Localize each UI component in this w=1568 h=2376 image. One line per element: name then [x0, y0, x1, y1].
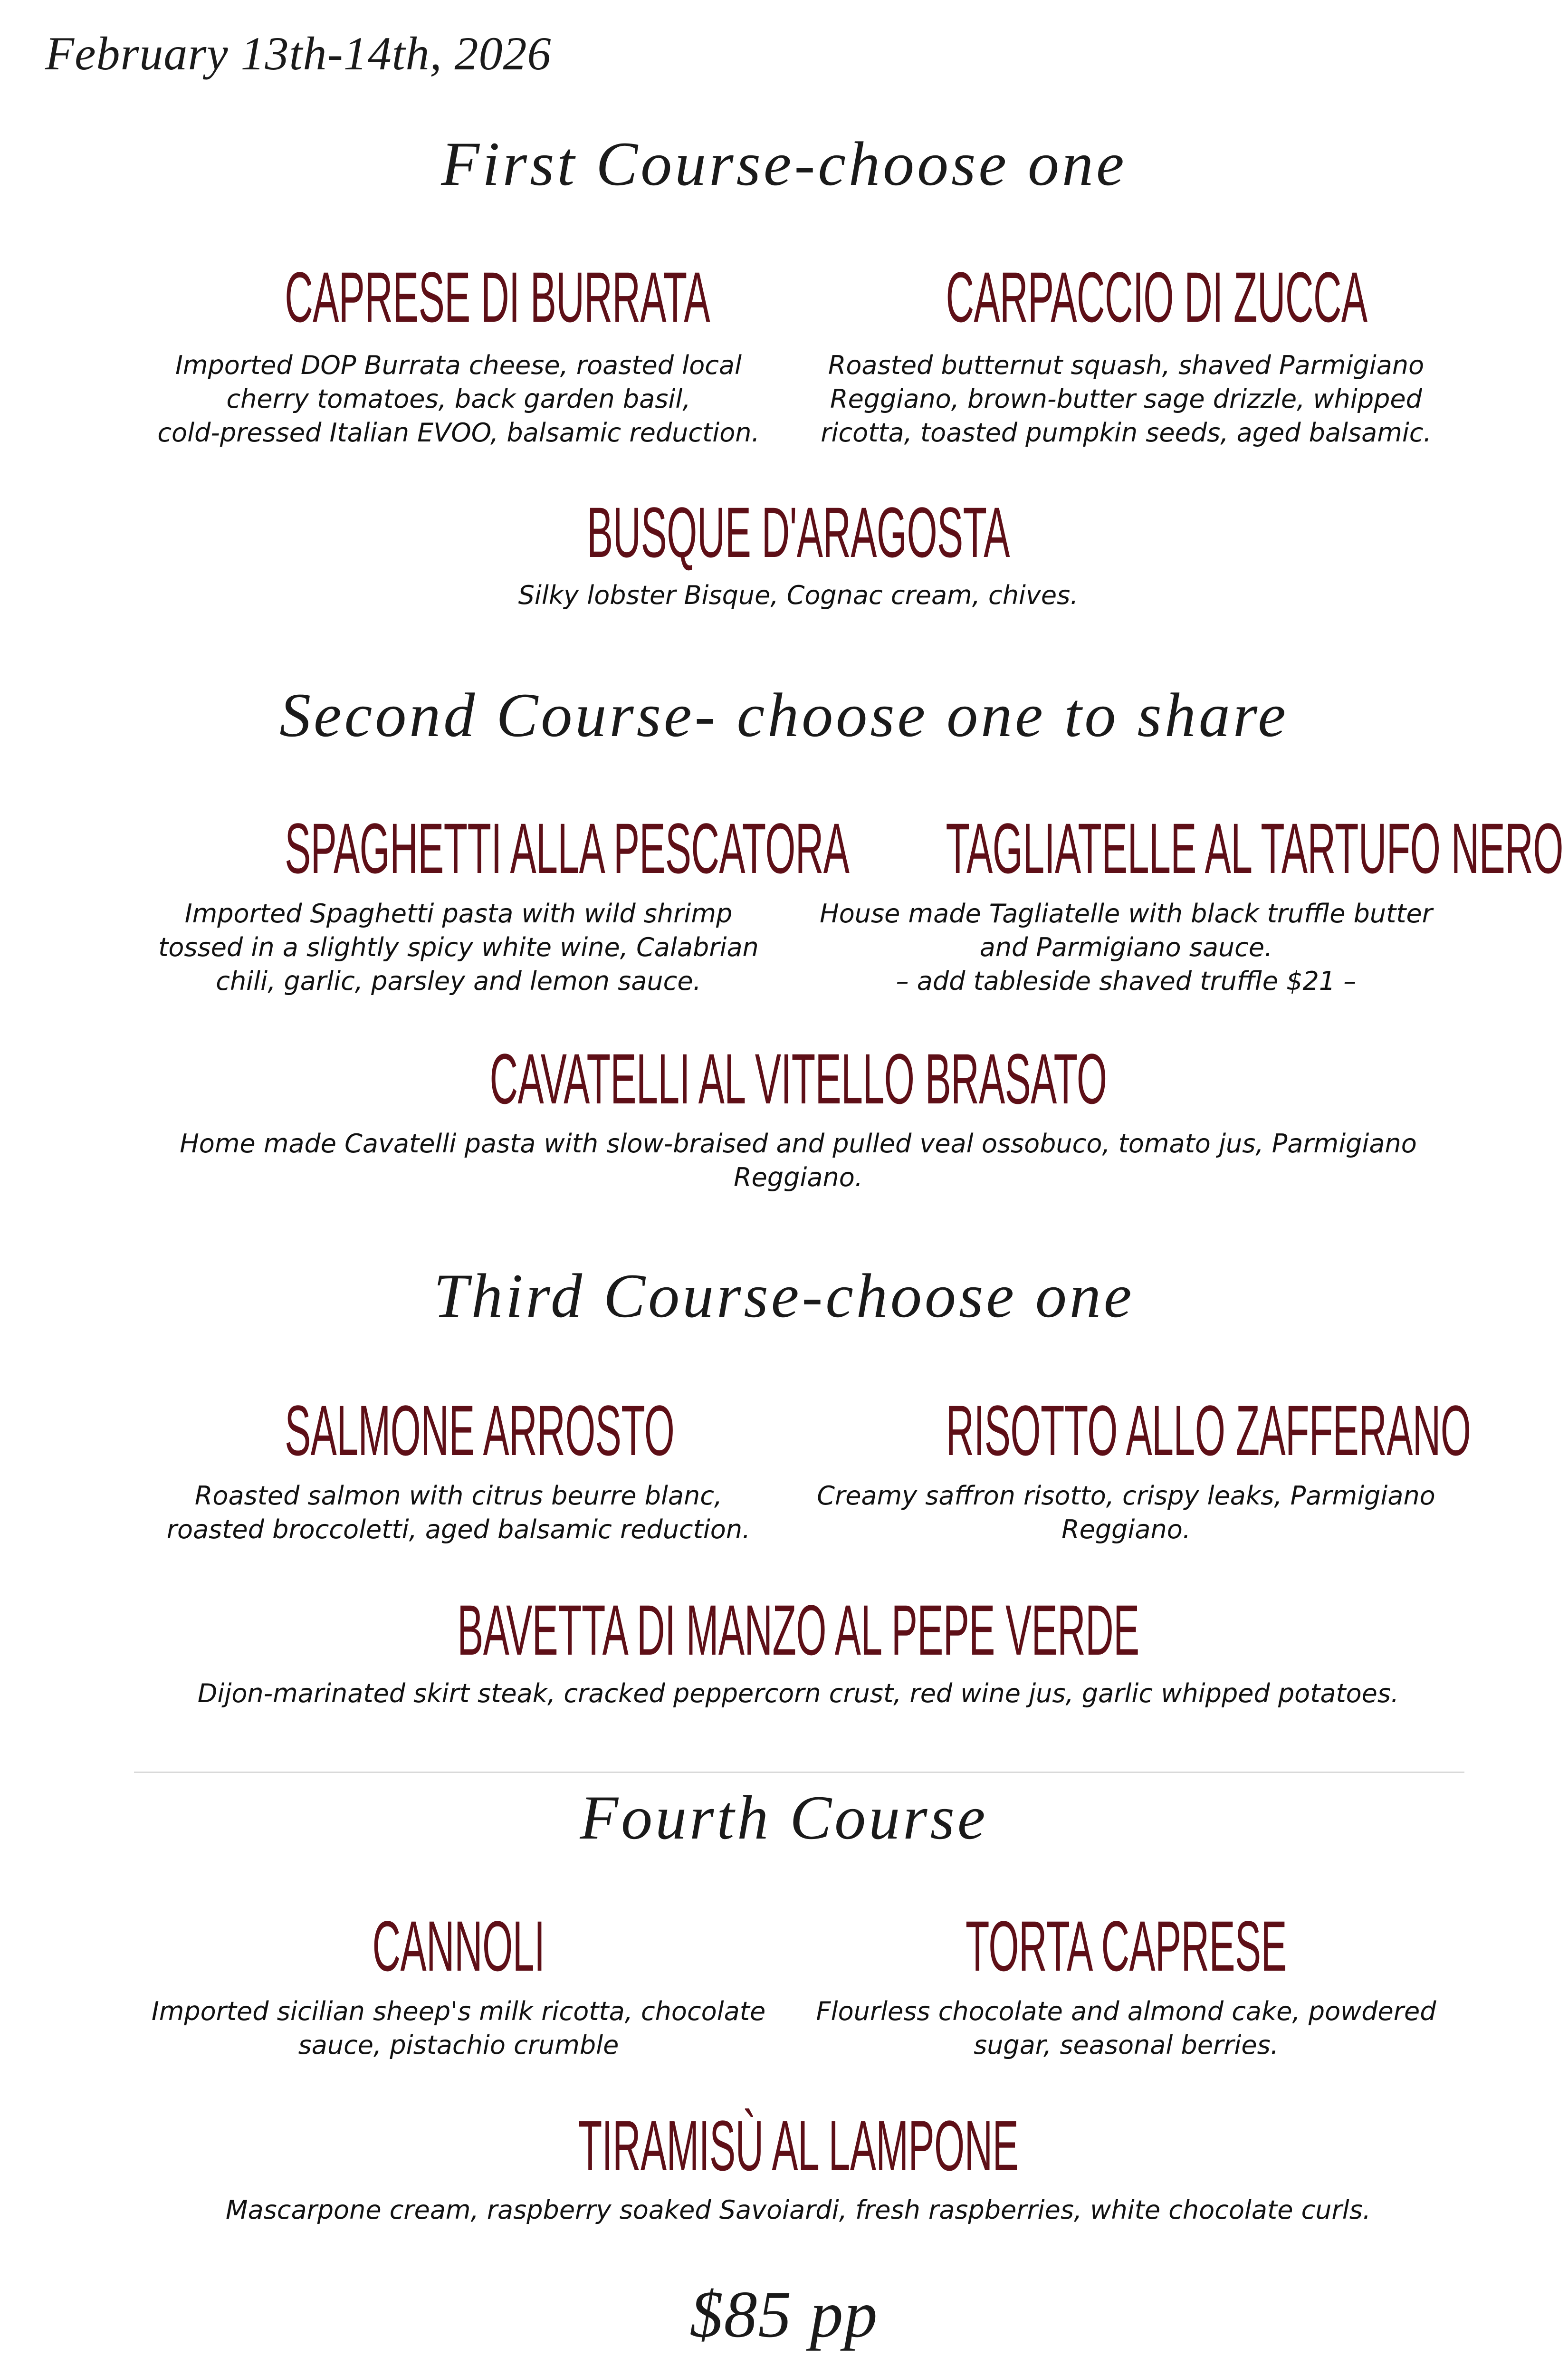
desc-line: Dijon-marinated skirt steak, cracked peppercorn crust, red wine jus, garlic whipped potatoes.	[197, 1678, 1399, 1708]
desc-line: cold-pressed Italian EVOO, balsamic reduction.	[157, 418, 760, 448]
dish-description	[143, 1677, 1454, 1710]
dish-name-salmone-arrosto: SALMONE ARROSTO	[285, 1390, 675, 1470]
desc-line: chili, garlic, parsley and lemon sauce.	[216, 966, 701, 996]
dish-name-busque-d-aragosta: BUSQUE D'ARAGOSTA	[587, 492, 1010, 572]
desc-line: Roasted salmon with citrus beurre blanc,	[194, 1481, 723, 1511]
dish-description	[798, 1479, 1454, 1546]
dish-description	[143, 348, 774, 450]
dish-description	[798, 1994, 1454, 2062]
dish-name-carpaccio-di-zucca: CARPACCIO DI ZUCCA	[946, 257, 1367, 337]
dish-description	[798, 348, 1454, 450]
desc-line: and Parmigiano sauce.	[979, 932, 1273, 962]
course-title-third: Third Course-choose one	[433, 1261, 1135, 1331]
price: $85 pp	[689, 2278, 879, 2351]
desc-line: Imported sicilian sheep's milk ricotta, chocolate	[151, 1996, 766, 2026]
desc-line: Reggiano.	[1061, 1514, 1191, 1544]
dish-name-torta-caprese: TORTA CAPRESE	[966, 1906, 1287, 1986]
desc-line: ricotta, toasted pumpkin seeds, aged balsamic.	[821, 418, 1432, 448]
desc-line: Mascarpone cream, raspberry soaked Savoiardi, fresh raspberries, white chocolate curls.	[225, 2195, 1371, 2225]
menu-date: February 13th-14th, 2026	[45, 27, 552, 80]
dish-description	[143, 2193, 1454, 2227]
desc-line: Imported DOP Burrata cheese, roasted local	[175, 350, 742, 380]
dish-description	[143, 1127, 1454, 1194]
dish-name-caprese-di-burrata: CAPRESE DI BURRATA	[285, 257, 710, 337]
desc-line: cherry tomatoes, back garden basil,	[226, 384, 691, 414]
dish-description	[143, 897, 774, 998]
desc-line: Reggiano.	[734, 1162, 863, 1192]
dish-description	[143, 578, 1454, 612]
desc-line: House made Tagliatelle with black truffle butter	[820, 899, 1433, 929]
desc-line: Imported Spaghetti pasta with wild shrimp	[184, 899, 733, 929]
dish-name-cannoli: CANNOLI	[372, 1906, 545, 1986]
dish-name-cavatelli-al-vitello-brasato: CAVATELLI AL VITELLO BRASATO	[489, 1039, 1107, 1119]
dish-name-bavetta-di-manzo: BAVETTA DI MANZO AL PEPE VERDE	[457, 1590, 1139, 1670]
dish-name-spaghetti-alla-pescatora: SPAGHETTI ALLA PESCATORA	[285, 808, 850, 888]
desc-line: Roasted butternut squash, shaved Parmigiano	[828, 350, 1425, 380]
desc-line: – add tableside shaved truffle $21 –	[896, 966, 1357, 996]
dish-name-tiramisu-al-lampone: TIRAMISÙ AL LAMPONE	[578, 2106, 1019, 2185]
dish-description	[143, 1994, 774, 2062]
course-title-first: First Course-choose one	[441, 129, 1127, 199]
desc-line: sugar, seasonal berries.	[974, 2030, 1279, 2060]
section-divider	[134, 1772, 1464, 1773]
desc-line: tossed in a slightly spicy white wine, Calabrian	[158, 932, 759, 962]
desc-line: Silky lobster Bisque, Cognac cream, chives.	[518, 580, 1079, 610]
course-title-fourth: Fourth Course	[580, 1782, 988, 1852]
desc-line: Creamy saffron risotto, crispy leaks, Parmigiano	[817, 1481, 1435, 1511]
dish-description	[143, 1479, 774, 1546]
desc-line: roasted broccoletti, aged balsamic reduction.	[166, 1514, 751, 1544]
desc-line: Home made Cavatelli pasta with slow-braised and pulled veal ossobuco, tomato jus, Parmigiano	[180, 1129, 1417, 1159]
dish-name-risotto-allo-zafferano: RISOTTO ALLO ZAFFERANO	[946, 1390, 1471, 1470]
dish-name-tagliatelle-al-tartufo-nero: TAGLIATELLE AL TARTUFO NERO	[946, 808, 1563, 888]
desc-line: sauce, pistachio crumble	[298, 2030, 619, 2060]
dish-description	[798, 897, 1454, 998]
course-title-second: Second Course- choose one to share	[279, 680, 1289, 750]
desc-line: Flourless chocolate and almond cake, powdered	[816, 1996, 1436, 2026]
desc-line: Reggiano, brown-butter sage drizzle, whipped	[830, 384, 1422, 414]
